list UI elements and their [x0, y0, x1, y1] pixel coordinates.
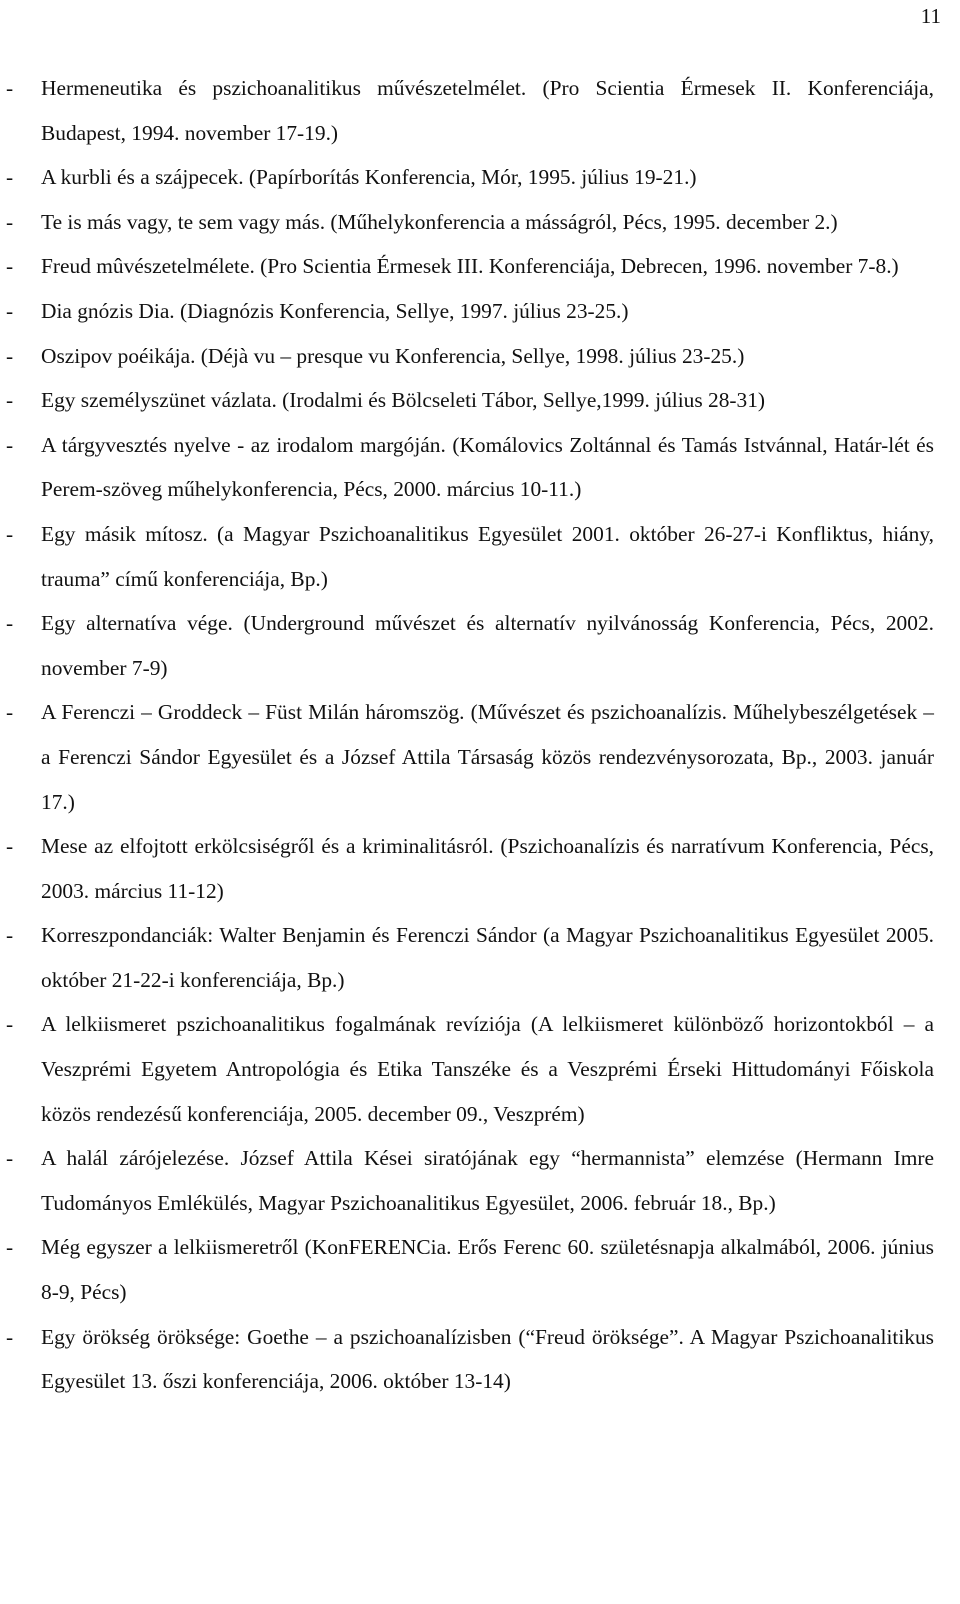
entry-text: Te is más vagy, te sem vagy más. (Műhelykonferencia a másságról, Pécs, 1995. december 2.): [41, 209, 838, 234]
entry-text: Mese az elfojtott erkölcsiségről és a kriminalitásról. (Pszichoanalízis és narratívum Konferencia, Pécs, 2003. március 11-12): [41, 834, 934, 903]
bullet-dash: -: [6, 611, 14, 636]
bullet-dash: -: [6, 432, 14, 457]
entry-text: Egy örökség öröksége: Goethe – a pszichoanalízisben (“Freud öröksége”. A Magyar Pszichoanalitikus Egyesület 13. őszi konferenciája, 2006. október 13-14): [41, 1324, 934, 1394]
list-item: [0, 1225, 960, 1314]
bullet-dash: -: [6, 700, 14, 725]
entry-text: Freud mûvészetelmélete. (Pro Scientia Érmesek III. Konferenciája, Debrecen, 1996. november 7-8.): [41, 254, 899, 279]
page-number: 11: [920, 4, 941, 28]
entry-text: Egy másik mítosz. (a Magyar Pszichoanalitikus Egyesület 2001. október 26-27-i Konfliktus, hiány, trauma” című konferenciája, Bp.): [41, 521, 934, 591]
list-item: [0, 601, 960, 690]
bullet-dash: -: [6, 76, 14, 100]
entry-text: Egy személyszünet vázlata. (Irodalmi és Bölcseleti Tábor, Sellye,1999. július 28-31): [41, 388, 766, 413]
entry-text: A halál zárójelezése. József Attila Kései siratójának egy “hermannista” elemzése (Hermann Imre Tudományos Emlékülés, Magyar Pszichoanalitikus Egyesület, 2006. február 18., Bp.): [41, 1146, 934, 1215]
list-item: [0, 690, 960, 824]
bullet-dash: -: [6, 1012, 14, 1037]
entry-text: A tárgyvesztés nyelve - az irodalom margóján. (Komálovics Zoltánnal és Tamás Istvánnal, Határ-lét és Perem-szöveg műhelykonferencia, Pécs, 2000. március 10-11.): [41, 432, 934, 502]
list-item: [0, 66, 960, 155]
list-item: [0, 334, 960, 379]
list-item: [0, 155, 960, 200]
bullet-dash: -: [6, 388, 14, 413]
entry-text: Még egyszer a lelkiismeretről (KonFERENCia. Erős Ferenc 60. születésnapja alkalmából, 2006. június 8-9, Pécs): [41, 1235, 934, 1305]
bullet-dash: -: [6, 834, 14, 859]
bullet-dash: -: [6, 343, 14, 368]
list-item: [0, 1002, 960, 1136]
list-item: [0, 289, 960, 334]
presentation-list: [0, 66, 960, 1404]
entry-text: Egy alternatíva vége. (Underground művészet és alternatív nyilvánosság Konferencia, Pécs, 2002. november 7-9): [41, 611, 934, 680]
list-item: [0, 244, 960, 289]
entry-text: Hermeneutika és pszichoanalitikus művészetelmélet. (Pro Scientia Érmesek II. Konferenciája, Budapest, 1994. november 17-19.): [41, 76, 934, 145]
list-item: [0, 913, 960, 1002]
list-item: [0, 1136, 960, 1225]
bullet-dash: -: [6, 1235, 14, 1260]
list-item: [0, 1315, 960, 1404]
list-item: [0, 824, 960, 913]
list-item: [0, 200, 960, 245]
entry-text: Oszipov poéikája. (Déjà vu – presque vu Konferencia, Sellye, 1998. július 23-25.): [41, 343, 745, 368]
entry-text: A lelkiismeret pszichoanalitikus fogalmának revíziója (A lelkiismeret különböző horizontokból – a Veszprémi Egyetem Antropológia és Etika Tanszéke és a Veszprémi Érseki Hittudományi Főiskola közös rendezésű konferenciája, 2005. december 09., Veszprém): [41, 1012, 934, 1126]
entry-text: A kurbli és a szájpecek. (Papírborítás Konferencia, Mór, 1995. július 19-21.): [41, 165, 697, 190]
bullet-dash: -: [6, 254, 14, 279]
bullet-dash: -: [6, 209, 14, 234]
bullet-dash: -: [6, 521, 14, 546]
bullet-dash: -: [6, 298, 14, 323]
entry-text: Dia gnózis Dia. (Diagnózis Konferencia, Sellye, 1997. július 23-25.): [41, 298, 629, 323]
bullet-dash: -: [6, 1146, 14, 1171]
list-item: [0, 378, 960, 423]
list-item: [0, 512, 960, 601]
entry-text: A Ferenczi – Groddeck – Füst Milán háromszög. (Művészet és pszichoanalízis. Műhelybeszélgetések – a Ferenczi Sándor Egyesület és a József Attila Társaság közös rendezvénysorozata, Bp., 2003. január 17.): [41, 700, 934, 814]
bullet-dash: -: [6, 165, 14, 190]
bullet-dash: -: [6, 1324, 14, 1349]
bullet-dash: -: [6, 923, 14, 948]
list-item: [0, 423, 960, 512]
entry-text: Korreszpondanciák: Walter Benjamin és Ferenczi Sándor (a Magyar Pszichoanalitikus Egyesület 2005. október 21-22-i konferenciája, Bp.): [41, 923, 934, 992]
